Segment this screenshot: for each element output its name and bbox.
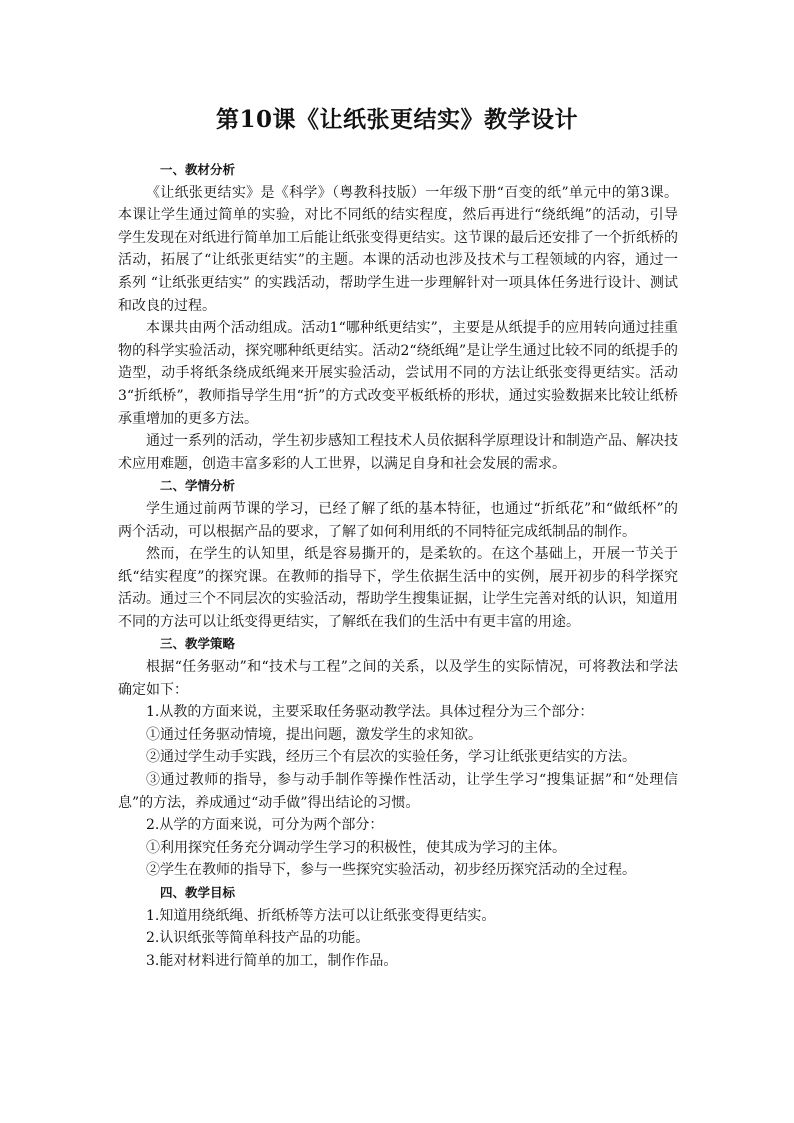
section-learner-analysis [118, 475, 678, 633]
list-item: ③通过教师的指导，参与动手制作等操作性活动，让学生学习“搜集证据”和“处理信息”的方法，养成通过“动手做”得出结论的习惯。 [118, 772, 678, 811]
page-title: 第10课《让纸张更结实》教学设计 [215, 106, 578, 133]
section-heading: 三、教学策略 [160, 636, 236, 652]
list-item: ①通过任务驱动情境，提出问题，激发学生的求知欲。 [146, 726, 482, 743]
list-item: ①利用探究任务充分调动学生学习的积极性，使其成为学习的主体。 [146, 839, 566, 856]
paragraph: 学生通过前两节课的学习，已经了解了纸的基本特征，也通过“折纸花”和“做纸杯”的两个活动，可以根据产品的要求，了解了如何利用纸的不同特征完成纸制品的制作。 [118, 500, 678, 540]
paragraph: 根据“任务驱动”和“技术与工程”之间的关系，以及学生的实际情况，可将教法和学法确定如下： [118, 659, 678, 698]
paragraph: 《让纸张更结实》是《科学》（粤教科技版）一年级下册“百变的纸”单元中的第3课。本课让学生通过简单的实验，对比不同纸的结实程度，然后再进行“绕纸绳”的活动，引导学生发现在对纸进行简单加工后能让纸张变得更结实。这节课的最后还安排了一个折纸桥的活动，拓展了“让纸张更结实”的主题。本课的活动也涉及技术与工程领域的内容，通过一系列 “让纸张更结实” 的实践活动，帮助学生进一步理解针对一项具体任务进行设计、测试和改良的过程。 [118, 184, 678, 314]
paragraph: 通过一系列的活动，学生初步感知工程技术人员依据科学原理设计和制造产品、解决技术应用难题，创造丰富多彩的人工世界，以满足自身和社会发展的需求。 [118, 433, 678, 472]
section-heading: 二、学情分析 [160, 478, 236, 494]
paragraph: 然而，在学生的认知里，纸是容易撕开的，是柔软的。在这个基础上，开展一节关于纸“结实程度”的探究课。在教师的指导下，学生依据生活中的实例，展开初步的科学探究活动。通过三个不同层次的实验活动，帮助学生搜集证据，让学生完善对纸的认识，知道用不同的方法可以让纸变得更结实，了解纸在我们的生活中有更丰富的用途。 [118, 546, 678, 630]
list-item: 1.从教的方面来说，主要采取任务驱动教学法。具体过程分为三个部分： [146, 704, 594, 721]
section-heading: 一、教材分析 [160, 162, 236, 177]
document-body [118, 159, 678, 972]
list-item: 2.认识纸张等简单科技产品的功能。 [146, 930, 370, 947]
section-teaching-objectives [118, 882, 678, 972]
list-item: 1.知道用绕纸绳、折纸桥等方法可以让纸张变得更结实。 [146, 907, 496, 924]
list-item: ②通过学生动手实践，经历三个有层次的实验任务，学习让纸张更结实的方法。 [146, 749, 636, 766]
section-teaching-strategy [118, 633, 678, 882]
section-textbook-analysis [118, 159, 678, 475]
paragraph: 本课共由两个活动组成。活动1“哪种纸更结实”，主要是从纸提手的应用转向通过挂重物的科学实验活动，探究哪种纸更结实。活动2“绕纸绳”是让学生通过比较不同的纸提手的造型，动手将纸条绕成纸绳来开展实验活动，尝试用不同的方法让纸张变得更结实。活动3“折纸桥”，教师指导学生用“折”的方式改变平板纸桥的形状，通过实验数据来比较让纸桥承重增加的更多方法。 [118, 320, 678, 427]
list-item: 2.从学的方面来说，可分为两个部分： [146, 817, 384, 834]
section-heading: 四、教学目标 [160, 885, 236, 900]
list-item: 3.能对材料进行简单的加工，制作作品。 [146, 952, 398, 969]
list-item: ②学生在教师的指导下，参与一些探究实验活动，初步经历探究活动的全过程。 [146, 862, 636, 879]
